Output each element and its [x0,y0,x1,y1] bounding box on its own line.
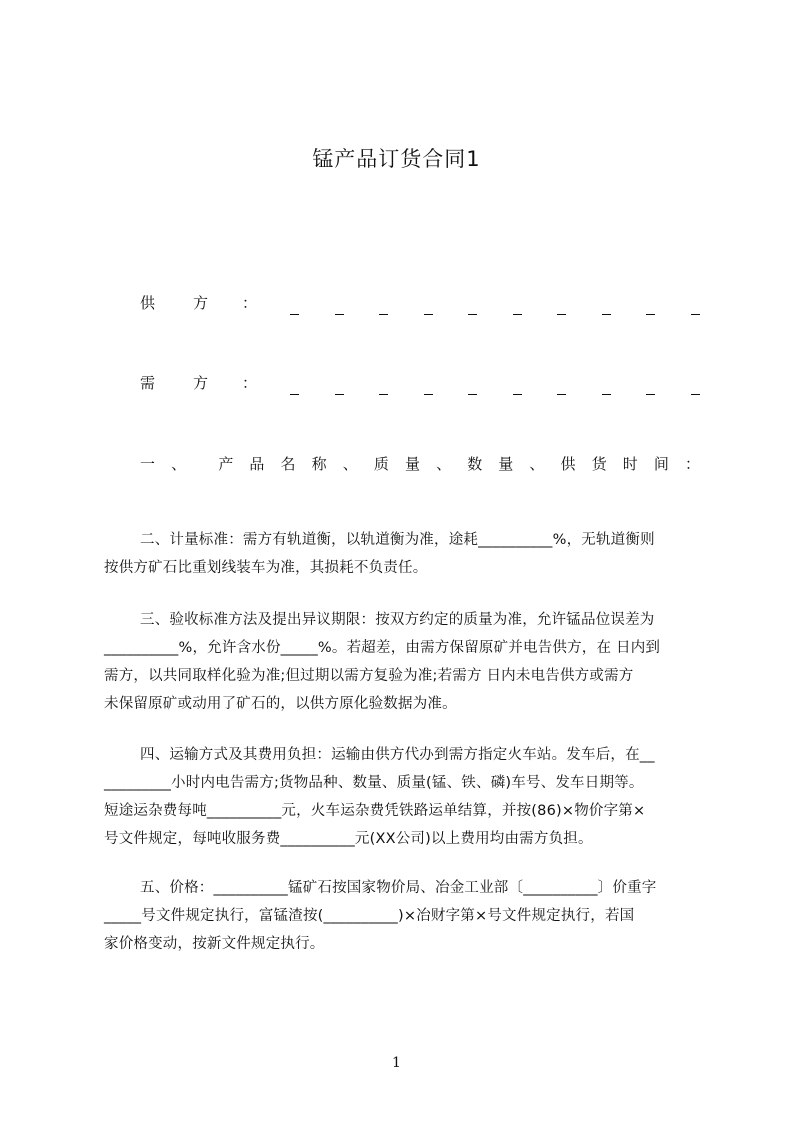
page-title: 锰产品订货合同1 [312,147,481,171]
heading-char: 间 [653,455,669,473]
section-4-paragraph [104,741,700,853]
heading-char: ： [684,455,700,473]
buyer-colon: ： [242,374,258,392]
heading-char: 称 [311,455,327,473]
supplier-line [140,291,700,315]
paragraph-line: __________%，允许含水份_____%。若超差，由需方保留原矿并电告供方，在 日内到 [104,640,661,656]
heading-char: 量 [498,455,514,473]
heading-char: 供 [560,455,576,473]
heading-char: 货 [591,455,607,473]
heading-char: 、 [529,455,545,473]
heading-char: 时 [622,455,638,473]
paragraph-line: 短途运杂费每吨__________元，火车运杂费凭铁路运单结算，并按(86)×物价字第× [104,803,646,819]
page-number: 1 [392,1055,401,1071]
heading-char: 、 [171,455,187,473]
supplier-colon: ： [242,294,258,312]
heading-char: 一 [140,455,156,473]
heading-char: 名 [280,455,296,473]
section-5-paragraph [104,874,700,958]
section-3-paragraph [104,606,700,718]
paragraph-line: 家价格变动，按新文件规定执行。 [104,936,325,952]
paragraph-line: _________小时内电告需方;货物品种、数量、质量(锰、铁、磷)车号、发车日期等。 [104,775,644,791]
supplier-label: 供方 [140,294,247,312]
paragraph-line: 需方，以共同取样化验为准;但过期以需方复验为准;若需方 日内未电告供方或需方 [104,668,634,684]
paragraph-line: 未保留原矿或动用了矿石的，以供方原化验数据为准。 [104,696,457,712]
paragraph-line: 三、验收标准方法及提出异议期限：按双方约定的质量为准，允许锰品位误差为 [140,612,655,628]
paragraph-line: 四、运输方式及其费用负担：运输由供方代办到需方指定火车站。发车后，在__ [140,747,655,763]
heading-char: 品 [249,455,265,473]
buyer-line [140,371,700,395]
paragraph-line: 五、价格：__________锰矿石按国家物价局、冶金工业部〔__________〕价重字 [140,880,657,896]
heading-char: 量 [404,455,420,473]
paragraph-line: _____号文件规定执行，富锰渣按(__________)×冶财字第×号文件规定执行，若国 [104,908,635,924]
buyer-label: 需方 [140,374,247,392]
heading-char: 产 [218,455,234,473]
heading-char: 质 [373,455,389,473]
heading-char: 、 [436,455,452,473]
supplier-blank [290,295,700,315]
section-2-paragraph [104,526,700,582]
paragraph-line: 按供方矿石比重划线装车为准，其损耗不负责任。 [104,560,428,576]
heading-char: 、 [342,455,358,473]
paragraph-line: 二、计量标准：需方有轨道衡，以轨道衡为准，途耗__________%，无轨道衡则 [140,532,655,548]
section-1-heading [140,452,700,476]
paragraph-line: 号文件规定，每吨收服务费__________元(XX公司)以上费用均由需方负担。 [104,831,593,847]
buyer-blank [290,375,700,395]
heading-char: 数 [467,455,483,473]
